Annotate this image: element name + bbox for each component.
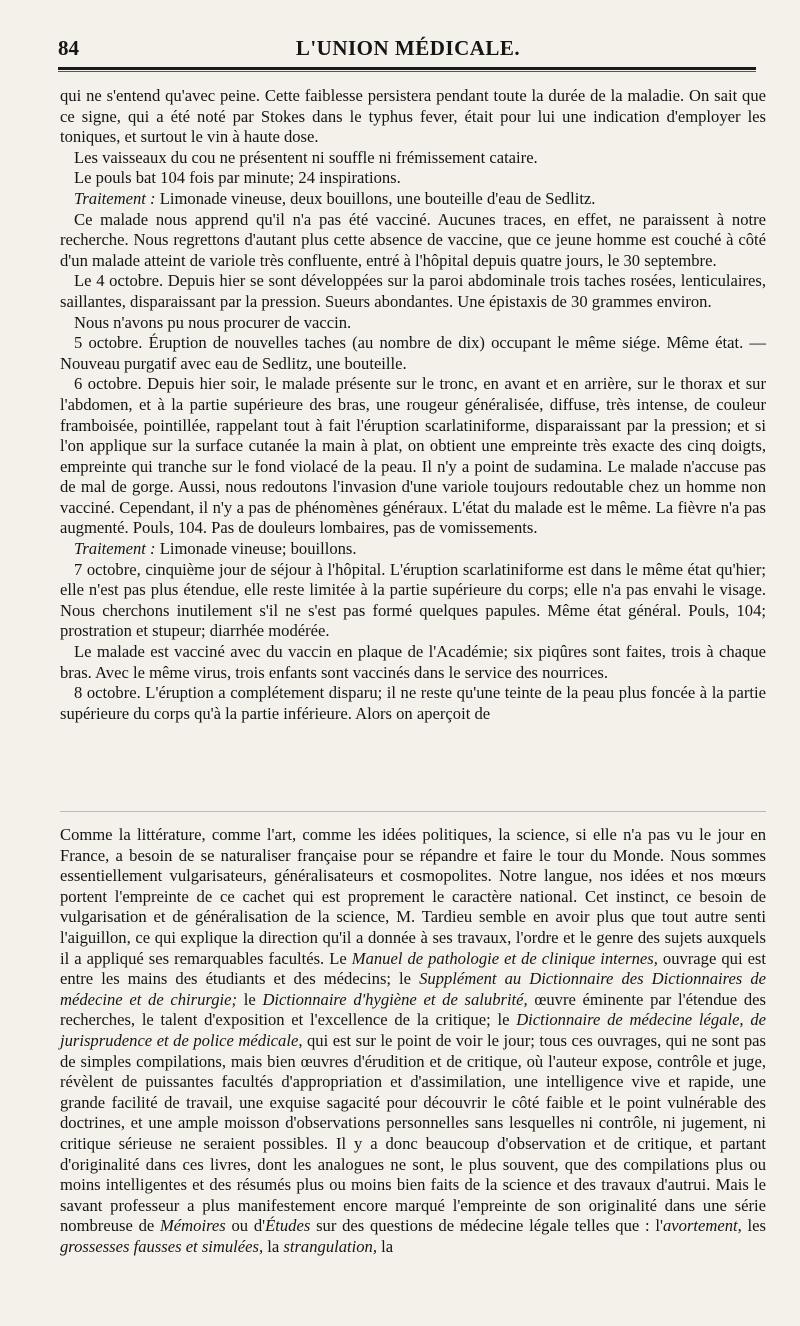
text-run: la xyxy=(263,1236,284,1256)
text-run: sur des questions de médecine légale telles que : l' xyxy=(310,1216,663,1236)
section-separator xyxy=(60,811,766,812)
book-title: Supplément au Dictionnaire des Dictionnaires de médecine et de chirurgie; xyxy=(60,969,766,1009)
paragraph: Les vaisseaux du cou ne présentent ni souffle ni frémissement cataire. xyxy=(74,147,538,167)
paragraph xyxy=(60,539,766,560)
paragraph: 7 octobre, cinquième jour de séjour à l'hôpital. L'éruption scarlatiniforme est dans le même état qu'hier; elle n'est pas plus étendue, elle reste limitée à la partie supérieure du corps; elle n'a pas envahi le visage. Nous cherchons inutilement s'il ne s'est pas formé quelques papules. Même état général. Pouls, 104; prostration et stupeur; diarrhée modérée. xyxy=(60,559,766,641)
paragraph: qui ne s'entend qu'avec peine. Cette faiblesse persistera pendant toute la durée de la maladie. On sait que ce signe, qui a été noté par Stokes dans le typhus fever, était pour lui une indication d'employer les toniques, et surtout le vin à haute dose. xyxy=(60,86,766,147)
case-report-text xyxy=(60,86,766,724)
paragraph xyxy=(60,825,766,1257)
text-run: les xyxy=(741,1216,766,1236)
paragraph: Le malade est vacciné avec du vaccin en plaque de l'Académie; six piqûres sont faites, trois à chaque bras. Avec le même virus, trois enfants sont vaccinés dans le service des nourrices. xyxy=(60,642,766,682)
topic: strangulation, xyxy=(283,1236,377,1256)
book-title: Dictionnaire d'hygiène et de salubrité, xyxy=(262,989,528,1009)
text-run: Comme la littérature, comme l'art, comme les idées politiques, la science, si elle n'a pas vu le jour en France, a besoin de se naturaliser française pour se répandre et faire le tour du Monde. Nous sommes essentiellement vulgarisateurs, généralisateurs et cosmopolites. Notre langue, nos idées et nos mœurs portent l'empreinte de ce cachet qui est proprement le caractère national. Cet instinct, ce besoin de vulgarisation et de généralisation de la science, M. Tardieu semble en avoir plus que tout autre senti l'aiguillon, ce qui explique la direction qu'il a donnée à ses travaux, l'ordre et le genre des sujets auxquels il a appliqué ses remarquables facultés. Le xyxy=(60,825,766,968)
book-title: Dictionnaire de médecine légale, de jurisprudence et de police médicale, xyxy=(60,1010,766,1050)
topic: grossesses fausses et simulées, xyxy=(60,1236,264,1256)
header-rule-thin xyxy=(58,71,756,72)
paragraph: Le 4 octobre. Depuis hier se sont développées sur la paroi abdominale trois taches rosées, lenticulaires, saillantes, disparaissant par la pression. Sueurs abondantes. Une épistaxis de 30 grammes environ. xyxy=(60,271,766,311)
text-run: qui est sur le point de voir le jour; tous ces ouvrages, qui ne sont pas de simples compilations, mais bien œuvres d'érudition et de critique, où l'auteur expose, contrôle et juge, révèlent de puissantes facultés d'appropriation et d'assimilation, une intelligence vive et rapide, une grande facilité de travail, une exquise sagacité pour découvrir le côté faible et le point vulnérable des doctrines, et une ample moisson d'observations personnelles sans lesquelles ni contrôle, ni jugement, ni critique sérieuse ne seraient possibles. Il y a donc beaucoup d'observation et de critique, et partant d'originalité dans ces livres, dont les analogues ne sont, le plus souvent, que des compilations plus ou moins intelligentes et des résumés plus ou moins bien faits de la science et des travaux d'autrui. Mais le savant professeur a plus manifestement encore marqué l'empreinte de son originalité dans une série nombreuse de xyxy=(60,1030,766,1236)
book-title: Manuel de pathologie et de clinique internes, xyxy=(351,948,658,968)
text-run: la xyxy=(377,1236,394,1256)
text-run: ouvrage qui est entre les mains des étudiants et des médecins; le xyxy=(60,948,767,989)
topic: avortement, xyxy=(663,1216,742,1236)
book-title: Mémoires xyxy=(159,1216,226,1236)
paragraph: 8 octobre. L'éruption a complétement disparu; il ne reste qu'une teinte de la peau plus foncée à la partie supérieure du corps qu'à la partie inférieure. Alors on aperçoit de xyxy=(60,683,766,723)
paragraph: Le pouls bat 104 fois par minute; 24 inspirations. xyxy=(74,168,401,188)
page-header xyxy=(58,34,758,66)
running-title: L'UNION MÉDICALE. xyxy=(295,36,521,60)
paragraph: Ce malade nous apprend qu'il n'a pas été vacciné. Aucunes traces, en effet, ne paraissent à notre recherche. Nous regrettons d'autant plus cette absence de vaccine, que ce jeune homme est couché à côté d'un malade atteint de variole très confluente, entré à l'hôpital depuis quatre jours, le 30 septembre. xyxy=(60,209,766,270)
treatment-label: Traitement : xyxy=(74,188,156,208)
text-run: ou d' xyxy=(225,1216,266,1236)
text-run: le xyxy=(237,989,263,1009)
header-rule-thick xyxy=(58,67,756,70)
treatment-label: Traitement : xyxy=(74,539,156,559)
feuilleton-text xyxy=(60,825,766,1257)
treatment-text: Limonade vineuse, deux bouillons, une bouteille d'eau de Sedlitz. xyxy=(155,188,596,208)
treatment-text: Limonade vineuse; bouillons. xyxy=(155,539,357,559)
book-title: Études xyxy=(265,1216,311,1236)
page-number: 84 xyxy=(58,36,79,60)
text-run: œuvre éminente par l'étendue des recherches, le talent d'exposition et l'excellence de la critique; le xyxy=(60,989,766,1030)
paragraph: 6 octobre. Depuis hier soir, le malade présente sur le tronc, en avant et en arrière, sur le thorax et sur l'abdomen, et à la partie supérieure des bras, une rougeur généralisée, diffuse, très intense, de couleur framboisée, pointillée, rappelant tout à fait l'éruption scarlatiniforme, disparaissant par la pression; et si l'on applique sur la surface cutanée la main à plat, on obtient une empreinte très exacte des cinq doigts, empreinte qui tranche sur le fond violacé de la peau. Il n'y a point de sudamina. Le malade n'accuse pas de mal de gorge. Aussi, nous redoutons l'invasion d'une variole toujours redoutable chez un homme non vacciné. Cependant, il n'y a pas de phénomènes généraux. L'état du malade est le même. La fièvre n'a pas augmenté. Pouls, 104. Pas de douleurs lombaires, pas de vomissements. xyxy=(60,374,766,538)
paragraph: Nous n'avons pu nous procurer de vaccin. xyxy=(74,312,352,332)
paragraph xyxy=(60,189,766,210)
paragraph: 5 octobre. Éruption de nouvelles taches (au nombre de dix) occupant le même siége. Même état. — Nouveau purgatif avec eau de Sedlitz, une bouteille. xyxy=(60,333,766,373)
